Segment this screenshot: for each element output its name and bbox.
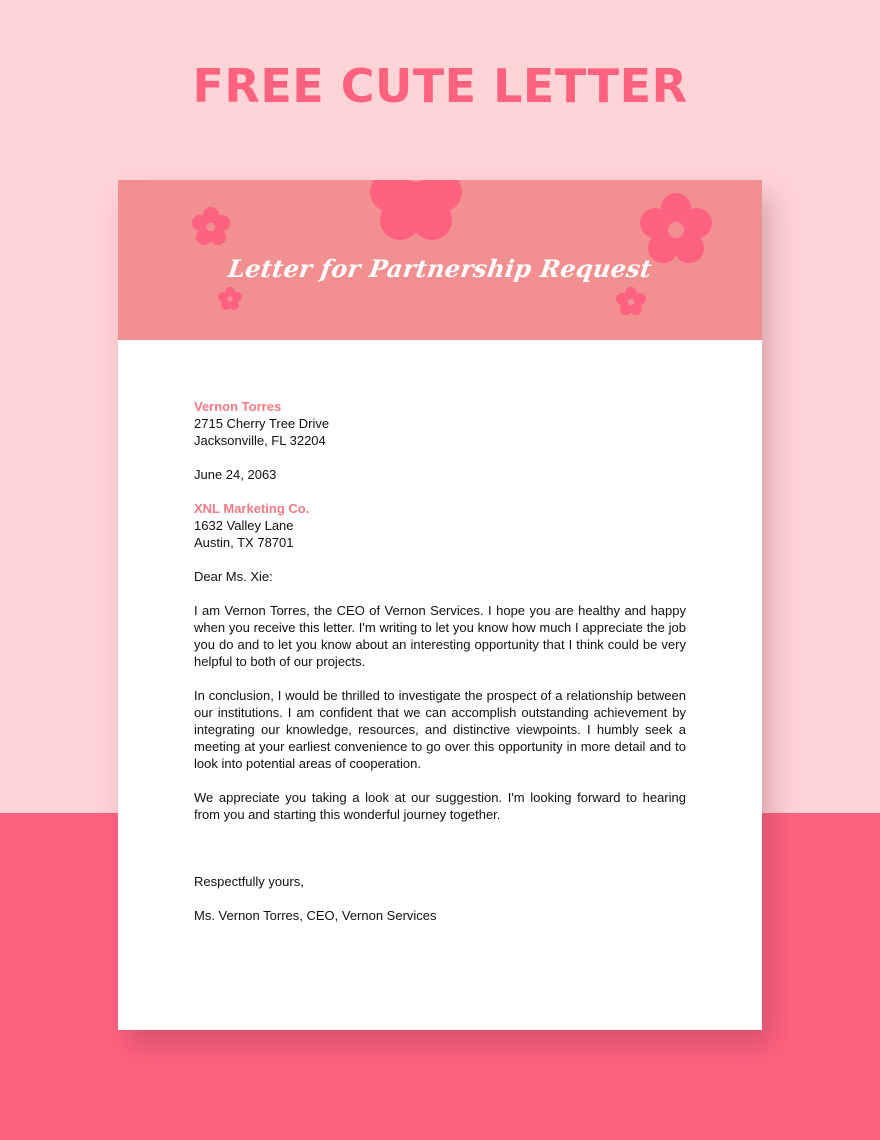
signature: Ms. Vernon Torres, CEO, Vernon Services xyxy=(194,908,437,923)
body-paragraph-3: We appreciate you taking a look at our suggestion. I'm looking forward to hearing from you and starting this wonderful journey together. xyxy=(194,790,686,822)
recipient-address-line2: Austin, TX 78701 xyxy=(194,535,294,550)
body-paragraph-2: In conclusion, I would be thrilled to investigate the prospect of a relationship between our institutions. I am confident that we can accomplish outstanding achievement by integrating our knowledge, resources, and distinctive viewpoints. I humbly seek a meeting at your earliest convenience to go over this opportunity in more detail and to look into potential areas of cooperation. xyxy=(194,688,686,771)
flower-icon xyxy=(360,180,472,244)
flower-icon xyxy=(217,286,243,312)
closing: Respectfully yours, xyxy=(194,874,304,889)
body-paragraph-1: I am Vernon Torres, the CEO of Vernon Services. I hope you are healthy and happy when you receive this letter. I'm writing to let you know how much I appreciate the job you do and to let you know about an interesting opportunity that I think could be very helpful to both of our projects. xyxy=(194,603,686,669)
letter-body xyxy=(194,398,686,924)
flower-icon xyxy=(190,206,232,248)
sender-address-line1: 2715 Cherry Tree Drive xyxy=(194,416,330,431)
letter-date: June 24, 2063 xyxy=(194,467,277,482)
sender-name: Vernon Torres xyxy=(194,399,282,414)
sender-block xyxy=(194,398,686,449)
page-title: FREE CUTE LETTER xyxy=(192,59,688,113)
letter-sheet xyxy=(118,180,762,1030)
recipient-company: XNL Marketing Co. xyxy=(194,501,310,516)
letter-title: Letter for Partnership Request xyxy=(226,254,654,283)
recipient-address-line1: 1632 Valley Lane xyxy=(194,518,294,533)
sender-address-line2: Jacksonville, FL 32204 xyxy=(194,433,326,448)
salutation: Dear Ms. Xie: xyxy=(194,569,273,584)
recipient-block xyxy=(194,500,686,551)
flower-icon xyxy=(615,286,647,318)
letter-header xyxy=(118,180,762,340)
